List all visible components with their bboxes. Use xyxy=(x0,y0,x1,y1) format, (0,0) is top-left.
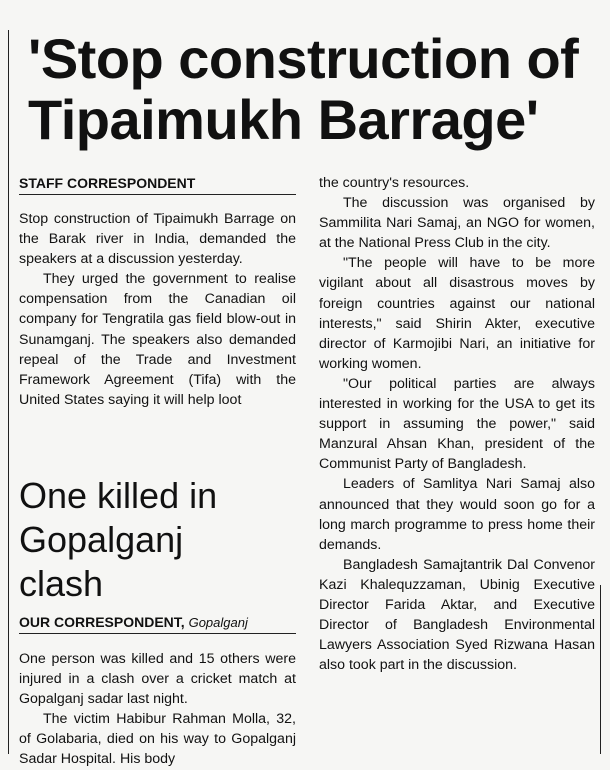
story1-paragraph: The discussion was organised by Sammilita Nari Samaj, an NGO for women, at the National Press Club in the city. xyxy=(319,195,595,252)
headline-line-1: 'Stop construction of xyxy=(28,27,579,90)
story2-column xyxy=(19,649,296,770)
story2-byline xyxy=(19,614,296,634)
story1-byline: STAFF CORRESPONDENT xyxy=(19,175,296,195)
story1-paragraph: They urged the government to realise compensation from the Canadian oil company for Tengratila gas field blow-out in Sunamganj. The speakers also demanded repeal of the Trade and Investment Framework Agreement (Tifa) with the United States saying it will help loot xyxy=(19,271,296,408)
story2-headline-line-3: clash xyxy=(19,563,104,604)
story2-byline-text: OUR CORRESPONDENT, xyxy=(19,614,185,630)
story1-paragraph: Stop construction of Tipaimukh Barrage on the Barak river in India, demanded the speakers at a discussion yesterday. xyxy=(19,211,296,268)
story2-paragraph: One person was killed and 15 others were injured in a clash over a cricket match at Gopalganj sadar last night. xyxy=(19,651,296,708)
story2-paragraph: The victim Habibur Rahman Molla, 32, of Golabaria, died on his way to Gopalganj Sadar Hospital. His body xyxy=(19,711,296,768)
story2-headline-line-2: Gopalganj xyxy=(19,519,184,560)
story1-paragraph: "Our political parties are always interested in working for the USA to get its support in assuming the power," said Manzural Ahsan Khan, president of the Communist Party of Bangladesh. xyxy=(319,375,595,473)
column-rule-right xyxy=(600,585,601,754)
story1-paragraph: Leaders of Samlitya Nari Samaj also announced that they would soon go for a long march programme to press home their demands. xyxy=(319,476,595,553)
story2-headline xyxy=(19,474,296,606)
story1-column-right xyxy=(319,173,595,675)
story1-paragraph: the country's resources. xyxy=(319,175,470,191)
story2-byline-place: Gopalganj xyxy=(188,615,248,630)
story1-paragraph: Bangladesh Samajtantrik Dal Convenor Kazi Khalequzzaman, Ubinig Executive Director Farida Aktar, and Executive Director of Bangladesh Environmental Lawyers Association Syed Rizwana Hasan also took part in the discussion. xyxy=(319,556,595,674)
column-rule-left xyxy=(8,30,9,754)
story1-column-left xyxy=(19,209,296,410)
headline-line-2: Tipaimukh Barrage' xyxy=(28,88,539,151)
page-headline xyxy=(28,28,603,150)
story1-paragraph: "The people will have to be more vigilant about all disastrous moves by foreign countries against our national interests," said Shirin Akter, executive director of Karmojibi Nari, an initiative for working women. xyxy=(319,255,595,372)
story2-headline-line-1: One killed in xyxy=(19,475,218,516)
